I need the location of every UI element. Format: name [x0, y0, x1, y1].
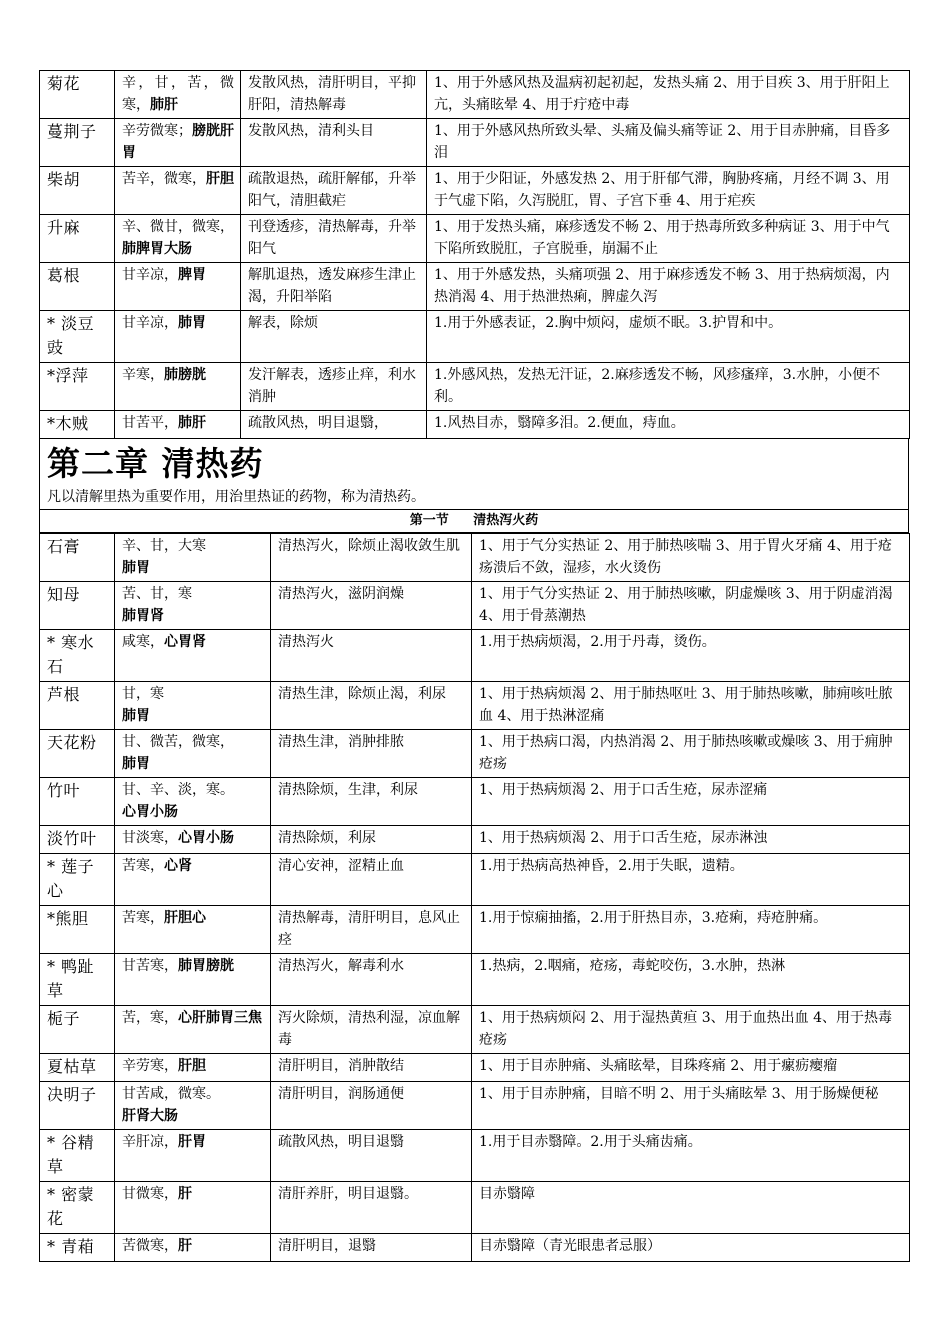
- herb-usage: 1、用于热病烦闷 2、用于湿热黄疸 3、用于血热出血 4、用于热毒疮疡: [472, 1006, 910, 1054]
- herb-row: [40, 167, 910, 215]
- herb-nature-text: 苦微寒，: [122, 1238, 178, 1254]
- herb-row: [40, 215, 910, 263]
- herb-meridian: 肺肝: [178, 415, 206, 431]
- herb-nature-text: 苦、甘，寒: [122, 586, 192, 602]
- herb-usage: 1、用于外感风热所致头晕、头痛及偏头痛等证 2、用于目赤肿痛，目昏多泪: [427, 119, 910, 167]
- herb-usage: 目赤翳障（青光眼患者忌服）: [472, 1234, 910, 1262]
- herb-nature-text: 甘淡寒，: [122, 830, 178, 846]
- herb-nature-text: 苦，寒，: [122, 1010, 178, 1026]
- herb-nature-text: 辛，甘，苦，微寒，: [122, 75, 234, 113]
- herb-usage: 1.用于目赤翳障。2.用于头痛齿痛。: [472, 1130, 910, 1182]
- herb-nature-text: 苦寒，: [122, 910, 164, 926]
- herb-meridian: 脾胃: [178, 267, 206, 283]
- herb-nature: [115, 906, 271, 954]
- herb-nature-text: 甘辛凉，: [122, 315, 178, 331]
- herb-meridian: 肺胃: [178, 315, 206, 331]
- herb-meridian: 膀胱肝胃: [122, 123, 234, 161]
- herb-effect: 清热生津，除烦止渴，利尿: [271, 682, 472, 730]
- herb-effect: 刊登透疹，清热解毒，升举阳气: [241, 215, 427, 263]
- herb-usage: 1.热病，2.咽痛，疮疡，毒蛇咬伤，3.水肿，热淋: [472, 954, 910, 1006]
- herb-effect: 清肝明目，消肿散结: [271, 1054, 472, 1082]
- herb-nature-text: 甘苦平，: [122, 415, 178, 431]
- herb-effect: 发散风热，清利头目: [241, 119, 427, 167]
- herb-name: 石膏: [40, 534, 115, 582]
- herb-name: 夏枯草: [40, 1054, 115, 1082]
- herb-usage: 1、用于热病烦渴 2、用于口舌生疮，尿赤淋浊: [472, 826, 910, 854]
- herb-effect: 发汗解表，透疹止痒，利水消肿: [241, 363, 427, 411]
- herb-row: [40, 1006, 910, 1054]
- herb-nature: [115, 311, 241, 363]
- herb-nature-text: 辛劳寒，: [122, 1058, 178, 1074]
- herb-effect: 清热泻火，除烦止渴收敛生肌: [271, 534, 472, 582]
- section-header: [39, 509, 909, 533]
- herb-row: [40, 582, 910, 630]
- herb-row: [40, 854, 910, 906]
- chapter-header: [39, 439, 909, 509]
- herb-meridian: 肝胆: [206, 171, 234, 187]
- section-number: 第一节: [409, 513, 449, 528]
- herb-meridian: 肝胃: [178, 1134, 206, 1150]
- herb-nature: [115, 534, 271, 582]
- herb-meridian: 肺胃: [122, 708, 150, 724]
- herb-usage: 1.外感风热，发热无汗证，2.麻疹透发不畅，风疹瘙痒，3.水肿，小便不利。: [427, 363, 910, 411]
- herb-name: 蔓荆子: [40, 119, 115, 167]
- herb-row: [40, 1054, 910, 1082]
- herb-usage: 1、用于热病口渴，内热消渴 2、用于肺热咳嗽或燥咳 3、用于痈肿疮疡: [472, 730, 910, 778]
- herb-usage: 1、用于气分实热证 2、用于肺热咳喘 3、用于胃火牙痛 4、用于疮疡溃后不敛，湿疹，水火烫伤: [472, 534, 910, 582]
- herb-nature: [115, 1130, 271, 1182]
- herb-nature: [115, 71, 241, 119]
- herb-usage: 1、用于外感发热，头痛项强 2、用于麻疹透发不畅 3、用于热病烦渴，内热消渴 4、用于热泄热痢，脾虚久泻: [427, 263, 910, 311]
- herb-name: 栀子: [40, 1006, 115, 1054]
- herb-usage: 1、用于发热头痛，麻疹透发不畅 2、用于热毒所致多种病证 3、用于中气下陷所致脱肛，子宫脱垂，崩漏不止: [427, 215, 910, 263]
- herb-row: [40, 534, 910, 582]
- herb-row: [40, 363, 910, 411]
- herb-effect: 解肌退热，透发麻疹生津止渴，升阳举陷: [241, 263, 427, 311]
- herb-nature-text: 咸寒，: [122, 634, 164, 650]
- herb-row: [40, 311, 910, 363]
- herb-effect: 清热泻火，滋阴润燥: [271, 582, 472, 630]
- document-page: [39, 70, 909, 1262]
- herb-effect: 清肝明目，退翳: [271, 1234, 472, 1262]
- herb-meridian: 肝: [178, 1186, 192, 1202]
- herb-usage: 1.用于热病烦渴，2.用于丹毒，烫伤。: [472, 630, 910, 682]
- herb-nature-text: 甘，寒: [122, 686, 164, 702]
- herb-row: [40, 1130, 910, 1182]
- herb-table-chapter1: [39, 70, 910, 439]
- herb-meridian: 肝胆: [178, 1058, 206, 1074]
- herb-nature: [115, 263, 241, 311]
- herb-row: [40, 119, 910, 167]
- chapter-intro: 凡以清解里热为重要作用，用治里热证的药物，称为清热药。: [47, 489, 425, 505]
- herb-meridian: 肺脾胃大肠: [122, 241, 192, 257]
- herb-meridian: 肺肝: [150, 97, 178, 113]
- herb-effect: 泻火除烦，清热利湿，凉血解毒: [271, 1006, 472, 1054]
- herb-nature-text: 苦辛，微寒，: [122, 171, 206, 187]
- herb-nature-text: 辛、微甘，微寒，: [122, 219, 234, 235]
- herb-nature-text: 甘、辛、淡，寒。: [122, 782, 234, 798]
- herb-nature: [115, 1234, 271, 1262]
- herb-nature-text: 甘苦寒，: [122, 958, 178, 974]
- herb-nature-text: 辛劳微寒；: [122, 123, 192, 139]
- herb-row: [40, 778, 910, 826]
- herb-nature: [115, 167, 241, 215]
- herb-name: * 青葙: [40, 1234, 115, 1262]
- herb-effect: 清热泻火，解毒利水: [271, 954, 472, 1006]
- herb-name: *浮萍: [40, 363, 115, 411]
- herb-row: [40, 730, 910, 778]
- herb-row: [40, 71, 910, 119]
- herb-name: *熊胆: [40, 906, 115, 954]
- herb-effect: 疏散退热，疏肝解郁，升举阳气，清胆截疟: [241, 167, 427, 215]
- herb-nature-text: 辛、甘，大寒: [122, 538, 206, 554]
- herb-name: 菊花: [40, 71, 115, 119]
- herb-nature: [115, 215, 241, 263]
- herb-usage: 1、用于热病烦渴 2、用于肺热呕吐 3、用于肺热咳嗽，肺痈咳吐脓血 4、用于热淋涩痛: [472, 682, 910, 730]
- herb-name: 升麻: [40, 215, 115, 263]
- herb-nature-text: 苦寒，: [122, 858, 164, 874]
- herb-meridian: 肺膀胱: [164, 367, 206, 383]
- herb-name: * 密蒙花: [40, 1182, 115, 1234]
- herb-nature-text: 甘、微苦，微寒，: [122, 734, 234, 750]
- herb-nature: [115, 1054, 271, 1082]
- herb-usage: 1.用于热病高热神昏，2.用于失眠，遗精。: [472, 854, 910, 906]
- herb-usage: 1、用于目赤肿痛、头痛眩晕，目珠疼痛 2、用于瘰疬瘿瘤: [472, 1054, 910, 1082]
- herb-effect: 清心安神，涩精止血: [271, 854, 472, 906]
- herb-name: * 淡豆豉: [40, 311, 115, 363]
- herb-name: 葛根: [40, 263, 115, 311]
- herb-usage: 1.用于惊痫抽搐，2.用于肝热目赤，3.疮痢，痔疮肿痛。: [472, 906, 910, 954]
- herb-nature: [115, 1006, 271, 1054]
- herb-nature: [115, 582, 271, 630]
- herb-row: [40, 906, 910, 954]
- herb-name: *木贼: [40, 411, 115, 439]
- herb-effect: 发散风热，清肝明目，平抑肝阳，清热解毒: [241, 71, 427, 119]
- herb-meridian: 肝肾大肠: [122, 1108, 178, 1124]
- herb-nature: [115, 119, 241, 167]
- herb-table-chapter2: [39, 533, 910, 1262]
- herb-nature: [115, 778, 271, 826]
- herb-name: * 谷精草: [40, 1130, 115, 1182]
- herb-row: [40, 682, 910, 730]
- herb-meridian: 肝: [178, 1238, 192, 1254]
- herb-effect: 清热生津，消肿排脓: [271, 730, 472, 778]
- herb-meridian: 心胃小肠: [122, 804, 178, 820]
- herb-name: * 寒水石: [40, 630, 115, 682]
- herb-meridian: 心肝肺胃三焦: [178, 1010, 262, 1026]
- herb-name: 柴胡: [40, 167, 115, 215]
- herb-row: [40, 263, 910, 311]
- herb-nature-text: 甘辛凉，: [122, 267, 178, 283]
- herb-nature: [115, 1082, 271, 1130]
- herb-row: [40, 630, 910, 682]
- herb-nature: [115, 854, 271, 906]
- herb-effect: 疏散风热，明目退翳: [271, 1130, 472, 1182]
- herb-nature: [115, 682, 271, 730]
- herb-name: 决明子: [40, 1082, 115, 1130]
- herb-meridian: 肝胆心: [164, 910, 206, 926]
- herb-effect: 清肝明目，润肠通便: [271, 1082, 472, 1130]
- herb-effect: 解表，除烦: [241, 311, 427, 363]
- herb-nature: [115, 730, 271, 778]
- herb-name: * 鸭趾草: [40, 954, 115, 1006]
- herb-name: 天花粉: [40, 730, 115, 778]
- herb-usage: 1.用于外感表证，2.胸中烦闷，虚烦不眠。3.护胃和中。: [427, 311, 910, 363]
- herb-nature-text: 甘微寒，: [122, 1186, 178, 1202]
- herb-nature: [115, 826, 271, 854]
- herb-name: * 莲子心: [40, 854, 115, 906]
- herb-row: [40, 826, 910, 854]
- herb-row: [40, 1234, 910, 1262]
- section-title: 清热泻火药: [473, 513, 539, 528]
- herb-meridian: 肺胃膀胱: [178, 958, 234, 974]
- herb-row: [40, 954, 910, 1006]
- herb-name: 淡竹叶: [40, 826, 115, 854]
- herb-effect: 疏散风热，明目退翳，: [241, 411, 427, 439]
- herb-meridian: 心胃肾: [164, 634, 206, 650]
- herb-effect: 清热除烦，生津，利尿: [271, 778, 472, 826]
- herb-meridian: 肺胃: [122, 756, 150, 772]
- herb-effect: 清肝养肝，明目退翳。: [271, 1182, 472, 1234]
- herb-effect: 清热解毒，清肝明目，息风止痉: [271, 906, 472, 954]
- herb-row: [40, 411, 910, 439]
- herb-meridian: 心胃小肠: [178, 830, 234, 846]
- herb-meridian: 心肾: [164, 858, 192, 874]
- herb-meridian: 肺胃肾: [122, 608, 164, 624]
- herb-usage: 1.风热目赤，翳障多泪。2.便血，痔血。: [427, 411, 910, 439]
- herb-usage: 1、用于外感风热及温病初起初起，发热头痛 2、用于目疾 3、用于肝阳上亢，头痛眩晕 4、用于疔疮中毒: [427, 71, 910, 119]
- herb-nature: [115, 1182, 271, 1234]
- herb-nature: [115, 954, 271, 1006]
- herb-name: 知母: [40, 582, 115, 630]
- herb-name: 竹叶: [40, 778, 115, 826]
- herb-usage: 1、用于少阳证，外感发热 2、用于肝郁气滞，胸胁疼痛，月经不调 3、用于气虚下陷，久泻脱肛，胃、子宫下垂 4、用于疟疾: [427, 167, 910, 215]
- herb-nature: [115, 363, 241, 411]
- herb-effect: 清热泻火: [271, 630, 472, 682]
- herb-usage: 1、用于气分实热证 2、用于肺热咳嗽，阴虚燥咳 3、用于阴虚消渴 4、用于骨蒸潮热: [472, 582, 910, 630]
- herb-usage: 1、用于热病烦渴 2、用于口舌生疮，尿赤涩痛: [472, 778, 910, 826]
- herb-nature-text: 甘苦咸，微寒。: [122, 1086, 220, 1102]
- herb-usage: 目赤翳障: [472, 1182, 910, 1234]
- herb-nature: [115, 411, 241, 439]
- herb-effect: 清热除烦，利尿: [271, 826, 472, 854]
- herb-meridian: 肺胃: [122, 560, 150, 576]
- herb-nature-text: 辛肝凉，: [122, 1134, 178, 1150]
- herb-nature: [115, 630, 271, 682]
- herb-row: [40, 1082, 910, 1130]
- herb-usage: 1、用于目赤肿痛，目暗不明 2、用于头痛眩晕 3、用于肠燥便秘: [472, 1082, 910, 1130]
- herb-row: [40, 1182, 910, 1234]
- herb-name: 芦根: [40, 682, 115, 730]
- herb-nature-text: 辛寒，: [122, 367, 164, 383]
- chapter-title: 第二章 清热药: [47, 444, 264, 483]
